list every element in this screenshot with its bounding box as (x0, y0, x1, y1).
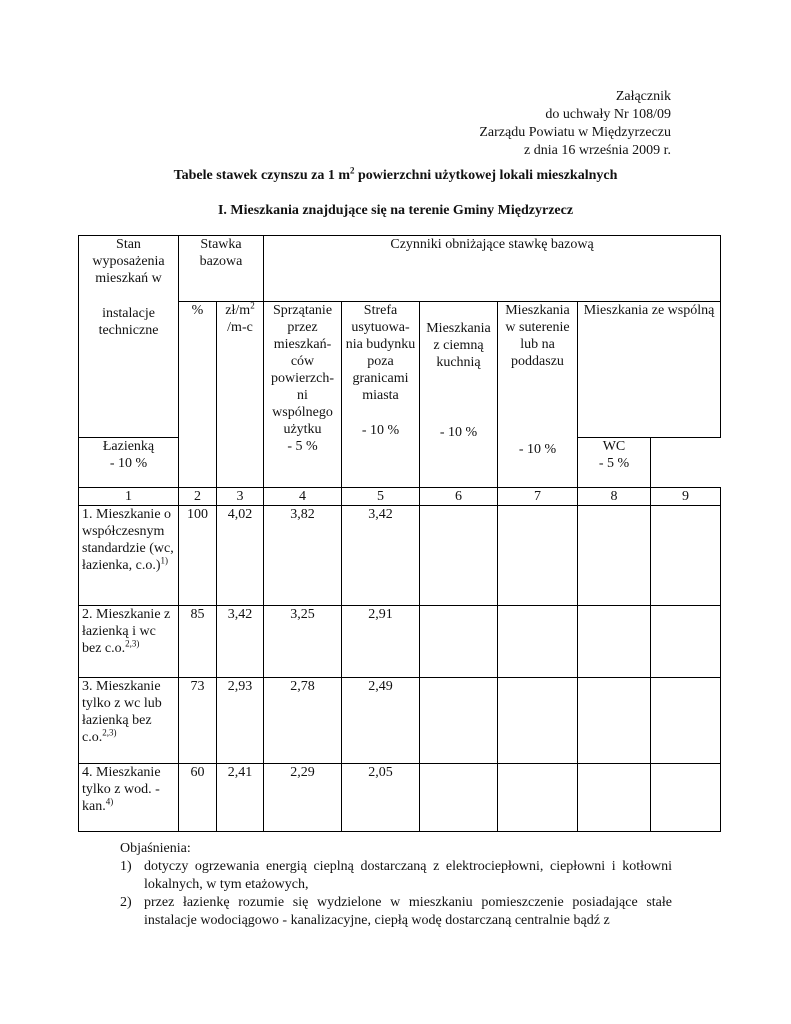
table-row (79, 678, 721, 764)
cell-cleaning: 2,78 (264, 678, 342, 764)
cell-empty (578, 506, 651, 606)
table-row (79, 764, 721, 832)
header-cell-shared-wc: WC - 5 % (578, 438, 651, 488)
header-cell-zone: Strefa usytuowa-nia budynku poza granicami miasta - 10 % (342, 302, 420, 488)
cell-empty (498, 606, 578, 678)
cell-cleaning: 3,25 (264, 606, 342, 678)
cell-empty (420, 764, 498, 832)
row-label: 4. Mieszkanie tylko z wod. - kan.$^{4)}$ (79, 764, 179, 832)
explanations-heading: Objaśnienia: (120, 841, 191, 856)
header-line: Zarządu Powiatu w Międzyrzeczu (479, 125, 671, 140)
table-row (79, 606, 721, 678)
table-row (79, 506, 721, 606)
cell-rate: 2,41 (217, 764, 264, 832)
explanations (120, 840, 672, 930)
column-number: 6 (420, 488, 498, 506)
header-cell-cleaning: Sprzątanie przez mieszkań-ców powierzch-ni wspólnego użytku - 5 % (264, 302, 342, 488)
cell-zone: 3,42 (342, 506, 420, 606)
header-line: Załącznik (615, 89, 671, 104)
cell-empty (498, 506, 578, 606)
header-cell-stan: Stan wyposażenia mieszkań w instalacje techniczne (79, 236, 179, 438)
column-number: 2 (179, 488, 217, 506)
column-number: 4 (264, 488, 342, 506)
cell-cleaning: 2,29 (264, 764, 342, 832)
cell-empty (578, 678, 651, 764)
row-label: 2. Mieszkanie z łazienką i wc bez c.o.$^{2,3)}$ (79, 606, 179, 678)
header-cell-shared-bathroom: Łazienką - 10 % (79, 438, 179, 488)
cell-empty (651, 678, 721, 764)
header-cell-stawka: Stawka bazowa (179, 236, 264, 302)
header-cell-czynniki: Czynniki obniżające stawkę bazową (264, 236, 721, 302)
column-number: 1 (79, 488, 179, 506)
list-item: 2) przez łazienkę rozumie się wydzielone w mieszkaniu pomieszczenie posiadające stałe instalacje wodociągowo - kanalizacyjne, ciepłą wodę dostarczaną centralnie bądź z (120, 895, 672, 928)
cell-empty (578, 606, 651, 678)
cell-empty (420, 606, 498, 678)
rent-rates-table (78, 235, 721, 832)
cell-empty (420, 678, 498, 764)
column-number: 3 (217, 488, 264, 506)
cell-rate: 3,42 (217, 606, 264, 678)
header-cell-shared: Mieszkania ze wspólną (578, 302, 721, 438)
header-cell-pct: % (179, 302, 217, 488)
cell-pct: 85 (179, 606, 217, 678)
explanations-list (120, 858, 672, 930)
cell-zone: 2,91 (342, 606, 420, 678)
cell-empty (498, 678, 578, 764)
column-number: 7 (498, 488, 578, 506)
list-item: 1) dotyczy ogrzewania energią cieplną dostarczaną z elektrociepłowni, ciepłowni i kotłowni lokalnych, w tym etażowych, (120, 859, 672, 892)
cell-empty (420, 506, 498, 606)
header-line: z dnia 16 września 2009 r. (524, 143, 671, 158)
cell-zone: 2,05 (342, 764, 420, 832)
document-title: Tabele stawek czynszu za 1 $m^2$ powierzchni użytkowej lokali mieszkalnych (173, 165, 618, 183)
cell-empty (651, 606, 721, 678)
cell-empty (651, 764, 721, 832)
cell-rate: 4,02 (217, 506, 264, 606)
column-number: 5 (342, 488, 420, 506)
column-number: 8 (578, 488, 651, 506)
cell-empty (651, 506, 721, 606)
cell-cleaning: 3,82 (264, 506, 342, 606)
header-cell-basement: Mieszkania w suterenie lub na poddaszu - 10 % (498, 302, 578, 488)
cell-pct: 73 (179, 678, 217, 764)
header-cell-rate: $zł/m^2$ /m-c (217, 302, 264, 488)
cell-empty (498, 764, 578, 832)
cell-pct: 60 (179, 764, 217, 832)
cell-pct: 100 (179, 506, 217, 606)
attachment-header (479, 88, 671, 160)
cell-rate: 2,93 (217, 678, 264, 764)
section-title: I. Mieszkania znajdujące się na terenie Gminy Międzyrzecz (217, 203, 574, 218)
column-number: 9 (651, 488, 721, 506)
row-label: 3. Mieszkanie tylko z wc lub łazienką bez c.o.$^{2,3)}$ (79, 678, 179, 764)
cell-zone: 2,49 (342, 678, 420, 764)
header-line: do uchwały Nr 108/09 (545, 107, 671, 122)
cell-empty (578, 764, 651, 832)
row-label: 1. Mieszkanie o współczesnym standardzie (wc, łazienka, c.o.)$^{1)}$ (79, 506, 179, 606)
header-cell-dark-kitchen: Mieszkania z ciemną kuchnią - 10 % (420, 302, 498, 488)
